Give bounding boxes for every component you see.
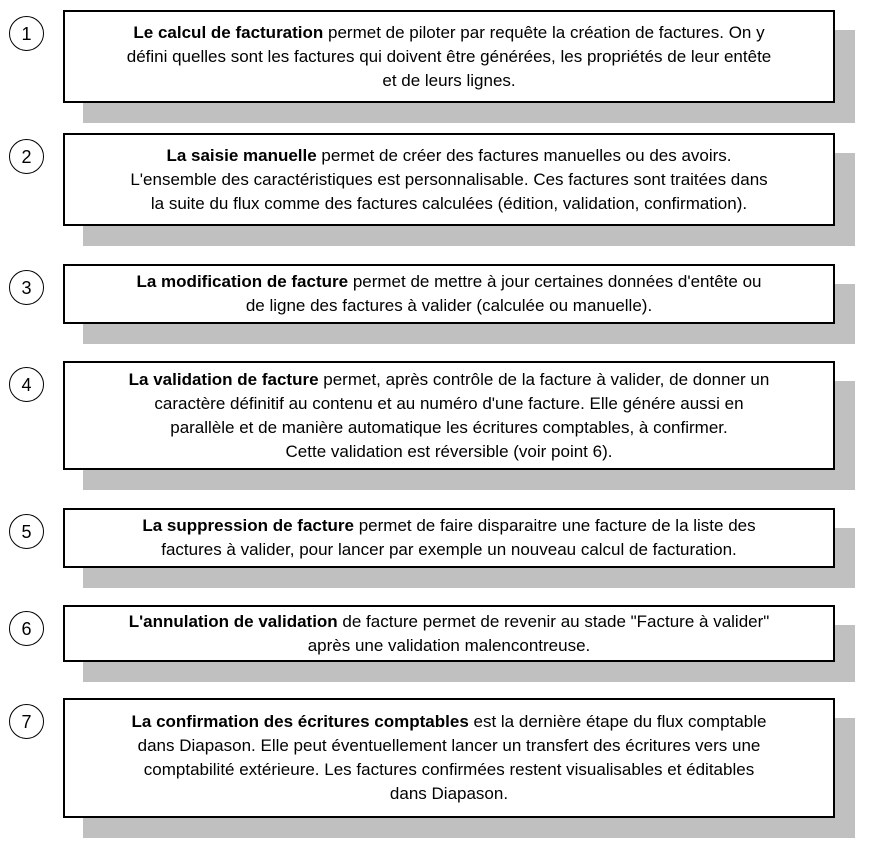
- step-text-line: comptabilité extérieure. Les factures confirmées restent visualisables et éditables: [143, 760, 755, 779]
- step-text-line: factures à valider, pour lancer par exemple un nouveau calcul de facturation.: [161, 540, 737, 559]
- step-title: La saisie manuelle: [166, 145, 317, 165]
- step-text-line: après une validation malencontreuse.: [307, 635, 591, 655]
- step-number: 6: [21, 618, 32, 639]
- step-text: permet de faire disparaitre une facture de la liste des: [354, 516, 756, 535]
- step-title: La suppression de facture: [142, 516, 354, 535]
- step-text-line: [65, 21, 833, 45]
- step-description-box: [63, 698, 835, 818]
- step-text-line: parallèle et de manière automatique les écritures comptables, à confirmer.: [170, 417, 728, 437]
- step-description-box: [63, 133, 835, 226]
- step-text-line: [65, 368, 833, 392]
- step-description-box: [63, 508, 835, 568]
- step-text: permet, après contrôle de la facture à valider, de donner un: [318, 369, 770, 389]
- step-description-box: [63, 10, 835, 103]
- step-text-line: la suite du flux comme des factures calculées (édition, validation, confirmation).: [150, 193, 748, 213]
- step-text: permet de mettre à jour certaines données d'entête ou: [348, 272, 762, 291]
- step-number: 2: [21, 146, 32, 167]
- step-number: 5: [21, 521, 32, 542]
- step-text: est la dernière étape du flux comptable: [468, 712, 767, 731]
- step-text: permet de piloter par requête la création de factures. On y: [323, 22, 765, 42]
- step-number-badge: [9, 139, 44, 174]
- step-title: La validation de facture: [128, 369, 319, 389]
- step-text-line: [65, 710, 833, 734]
- step-text: permet de créer des factures manuelles ou des avoirs.: [316, 145, 732, 165]
- step-number-badge: [9, 367, 44, 402]
- step-number-badge: [9, 16, 44, 51]
- step-number: 1: [21, 23, 32, 44]
- step-description-box: [63, 264, 835, 324]
- step-text-line: [65, 514, 833, 538]
- step-text-line: [65, 270, 833, 294]
- step-number-badge: [9, 611, 44, 646]
- step-number-badge: [9, 270, 44, 305]
- step-number-badge: [9, 514, 44, 549]
- step-text-line: défini quelles sont les factures qui doivent être générées, les propriétés de leur entête: [126, 46, 772, 66]
- step-text-line: de ligne des factures à valider (calculée ou manuelle).: [245, 296, 653, 315]
- step-number: 7: [21, 711, 32, 732]
- step-text: de facture permet de revenir au stade "Facture à valider": [337, 611, 770, 631]
- step-text-line: Cette validation est réversible (voir point 6).: [285, 441, 613, 461]
- step-number-badge: [9, 704, 44, 739]
- step-title: La confirmation des écritures comptables: [131, 712, 469, 731]
- step-text-line: [65, 144, 833, 168]
- step-text-line: L'ensemble des caractéristiques est personnalisable. Ces factures sont traitées dans: [130, 169, 768, 189]
- step-number: 4: [21, 374, 32, 395]
- step-number: 3: [21, 277, 32, 298]
- step-description-box: [63, 605, 835, 662]
- step-text-line: dans Diapason. Elle peut éventuellement lancer un transfert des écritures vers une: [137, 736, 761, 755]
- step-title: L'annulation de validation: [128, 611, 338, 631]
- step-text-line: caractère définitif au contenu et au numéro d'une facture. Elle génére aussi en: [154, 393, 744, 413]
- step-text-line: [65, 610, 833, 634]
- step-description-box: [63, 361, 835, 470]
- step-text-line: et de leurs lignes.: [382, 70, 516, 90]
- step-text-line: dans Diapason.: [389, 784, 509, 803]
- step-title: La modification de facture: [136, 272, 349, 291]
- step-title: Le calcul de facturation: [133, 22, 324, 42]
